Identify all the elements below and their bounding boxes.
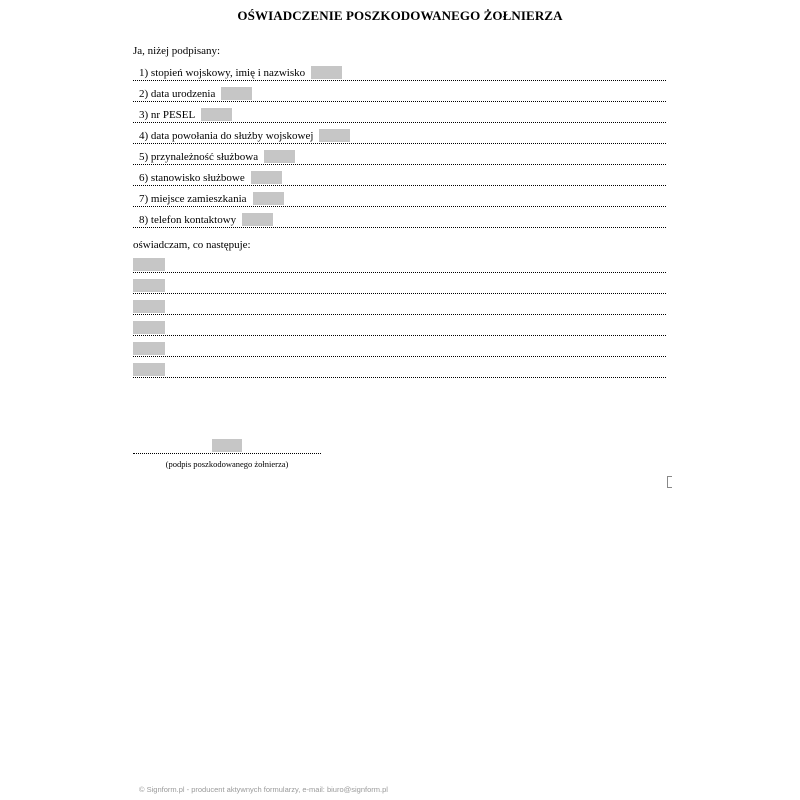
statement-line bbox=[133, 342, 666, 357]
statement-line bbox=[133, 363, 666, 378]
field-label: 7) miejsce zamieszkania bbox=[139, 193, 247, 205]
pesel-input[interactable] bbox=[201, 108, 232, 121]
field-row-pesel bbox=[133, 108, 666, 123]
field-row-residence bbox=[133, 192, 666, 207]
unit-input[interactable] bbox=[264, 150, 295, 163]
field-row-service-date bbox=[133, 129, 666, 144]
statement-input[interactable] bbox=[133, 258, 165, 271]
residence-input[interactable] bbox=[253, 192, 284, 205]
page-marker-icon bbox=[667, 476, 672, 488]
field-row-unit bbox=[133, 150, 666, 165]
position-input[interactable] bbox=[251, 171, 282, 184]
statement-line bbox=[133, 279, 666, 294]
footer-text: © Signform.pl - producent aktywnych formularzy, e-mail: biuro@signform.pl bbox=[139, 785, 388, 794]
field-label: 5) przynależność służbowa bbox=[139, 151, 259, 163]
field-label: 1) stopień wojskowy, imię i nazwisko bbox=[139, 67, 306, 79]
service-date-input[interactable] bbox=[319, 129, 350, 142]
statement-input[interactable] bbox=[133, 363, 165, 376]
statement-input[interactable] bbox=[133, 321, 165, 334]
field-label: 8) telefon kontaktowy bbox=[139, 214, 237, 226]
rank-name-input[interactable] bbox=[311, 66, 342, 79]
phone-input[interactable] bbox=[242, 213, 273, 226]
field-row-birth-date bbox=[133, 87, 666, 102]
document-title: OŚWIADCZENIE POSZKODOWANEGO ŻOŁNIERZA bbox=[237, 8, 563, 23]
signature-line bbox=[133, 440, 321, 454]
statement-line bbox=[133, 258, 666, 273]
field-label: 3) nr PESEL bbox=[139, 109, 196, 121]
field-label: 6) stanowisko służbowe bbox=[139, 172, 245, 184]
signature-caption: (podpis poszkodowanego żołnierza) bbox=[165, 459, 289, 469]
statement-input[interactable] bbox=[133, 279, 165, 292]
statement-line bbox=[133, 321, 666, 336]
field-row-position bbox=[133, 171, 666, 186]
statement-line bbox=[133, 300, 666, 315]
statement-input[interactable] bbox=[133, 342, 165, 355]
statement-label: oświadczam, co następuje: bbox=[133, 239, 251, 251]
birth-date-input[interactable] bbox=[221, 87, 252, 100]
intro-text: Ja, niżej podpisany: bbox=[133, 45, 221, 57]
signature-input[interactable] bbox=[212, 439, 242, 452]
field-row-phone bbox=[133, 213, 666, 228]
statement-input[interactable] bbox=[133, 300, 165, 313]
field-label: 4) data powołania do służby wojskowej bbox=[139, 130, 314, 142]
field-row-rank-name bbox=[133, 66, 666, 81]
field-label: 2) data urodzenia bbox=[139, 88, 216, 100]
